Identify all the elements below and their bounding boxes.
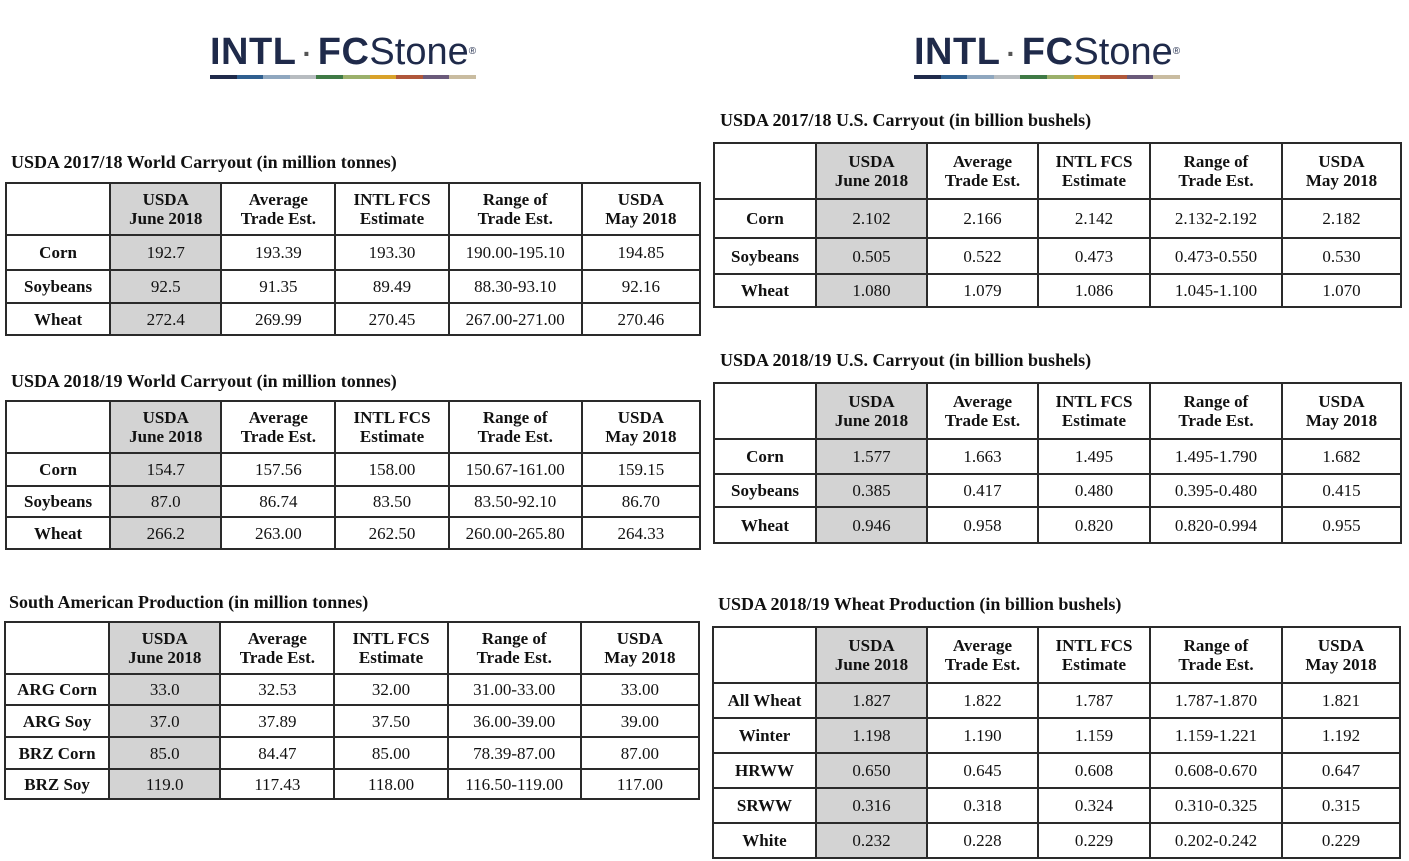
column-header-line: Average bbox=[952, 636, 1013, 655]
column-header bbox=[109, 622, 220, 674]
table-row bbox=[713, 788, 1400, 823]
value-cell: 0.473-0.550 bbox=[1150, 238, 1282, 274]
logo-color-segment bbox=[1020, 75, 1047, 79]
value-cell: 0.385 bbox=[816, 474, 927, 507]
value-cell: 270.46 bbox=[582, 303, 700, 335]
row-label-cell: Wheat bbox=[714, 507, 816, 543]
row-label-cell: Soybeans bbox=[714, 474, 816, 507]
column-header-line: Trade Est. bbox=[944, 171, 1021, 190]
column-header bbox=[1038, 143, 1150, 199]
value-cell: 267.00-271.00 bbox=[449, 303, 582, 335]
value-cell: 83.50 bbox=[335, 486, 448, 517]
table-header-row bbox=[713, 627, 1400, 683]
value-cell: 116.50-119.00 bbox=[448, 769, 581, 799]
table-us-carryout-2017-18 bbox=[713, 142, 1402, 308]
row-label-cell: Soybeans bbox=[714, 238, 816, 274]
row-label-cell: Corn bbox=[6, 453, 110, 486]
column-header bbox=[1150, 383, 1282, 439]
column-header-line: Trade Est. bbox=[477, 209, 553, 228]
value-cell: 157.56 bbox=[221, 453, 335, 486]
column-header bbox=[335, 183, 448, 235]
column-header-line: Range of bbox=[481, 629, 547, 648]
column-header-line: Range of bbox=[482, 190, 548, 209]
value-cell: 1.577 bbox=[816, 439, 927, 474]
table-south-american-production bbox=[4, 621, 700, 800]
value-cell: 0.318 bbox=[927, 788, 1038, 823]
column-header-line: USDA bbox=[1317, 636, 1365, 655]
header-corner-cell bbox=[714, 143, 816, 199]
logo-color-segment bbox=[210, 75, 237, 79]
value-cell: 0.415 bbox=[1282, 474, 1401, 507]
logo-color-segment bbox=[1127, 75, 1154, 79]
header-corner-cell bbox=[6, 401, 110, 453]
column-header-line: May 2018 bbox=[1305, 171, 1378, 190]
value-cell: 0.316 bbox=[816, 788, 927, 823]
value-cell: 262.50 bbox=[335, 517, 448, 549]
logo-color-segment bbox=[423, 75, 450, 79]
table-row bbox=[5, 737, 699, 769]
column-header bbox=[449, 183, 582, 235]
value-cell: 92.5 bbox=[110, 270, 221, 303]
column-header-line: Average bbox=[248, 190, 308, 209]
value-cell: 117.00 bbox=[581, 769, 699, 799]
value-cell: 78.39-87.00 bbox=[448, 737, 581, 769]
table-row bbox=[714, 474, 1401, 507]
value-cell: 2.142 bbox=[1038, 199, 1150, 238]
value-cell: 1.070 bbox=[1282, 274, 1401, 307]
value-cell: 84.47 bbox=[220, 737, 334, 769]
value-cell: 0.955 bbox=[1282, 507, 1401, 543]
value-cell: 192.7 bbox=[110, 235, 221, 270]
header-corner-cell bbox=[5, 622, 109, 674]
value-cell: 0.232 bbox=[816, 823, 927, 858]
column-header-line: Trade Est. bbox=[1178, 411, 1254, 430]
column-header-line: USDA bbox=[848, 636, 895, 655]
intl-fcstone-logo-left bbox=[210, 32, 476, 79]
logo-color-segment bbox=[1153, 75, 1180, 79]
section-title-south-american-production: South American Production (in million tonnes) bbox=[9, 592, 369, 612]
table-header-row bbox=[6, 183, 700, 235]
header-corner-cell bbox=[714, 383, 816, 439]
value-cell: 39.00 bbox=[581, 705, 699, 737]
table-row bbox=[714, 507, 1401, 543]
column-header-line: INTL FCS bbox=[353, 408, 431, 427]
value-cell: 86.74 bbox=[221, 486, 335, 517]
column-header bbox=[110, 183, 221, 235]
column-header-line: INTL FCS bbox=[1055, 152, 1133, 171]
column-header-line: USDA bbox=[142, 190, 189, 209]
row-label-cell: Corn bbox=[714, 439, 816, 474]
row-label-cell: ARG Soy bbox=[5, 705, 109, 737]
table-header-row bbox=[5, 622, 699, 674]
row-label-cell: Wheat bbox=[6, 303, 110, 335]
value-cell: 270.45 bbox=[335, 303, 448, 335]
value-cell: 266.2 bbox=[110, 517, 221, 549]
column-header-line: June 2018 bbox=[128, 648, 202, 667]
logo-color-segment bbox=[343, 75, 370, 79]
row-label-cell: HRWW bbox=[713, 753, 816, 788]
column-header bbox=[816, 383, 927, 439]
value-cell: 31.00-33.00 bbox=[448, 674, 581, 705]
column-header-line: Trade Est. bbox=[477, 427, 553, 446]
column-header-line: May 2018 bbox=[604, 648, 676, 667]
value-cell: 0.647 bbox=[1282, 753, 1400, 788]
value-cell: 0.473 bbox=[1038, 238, 1150, 274]
logo-color-segment bbox=[449, 75, 476, 79]
section-title-world-carryout-2018-19: USDA 2018/19 World Carryout (in million tonnes) bbox=[11, 371, 397, 391]
row-label-cell: Wheat bbox=[714, 274, 816, 307]
value-cell: 0.315 bbox=[1282, 788, 1400, 823]
column-header-line: INTL FCS bbox=[1055, 392, 1133, 411]
table-row bbox=[5, 705, 699, 737]
value-cell: 1.045-1.100 bbox=[1150, 274, 1282, 307]
header-corner-cell bbox=[713, 627, 816, 683]
section-title-wheat-production-2018-19: USDA 2018/19 Wheat Production (in billion bushels) bbox=[718, 594, 1122, 614]
value-cell: 89.49 bbox=[335, 270, 448, 303]
column-header-line: June 2018 bbox=[834, 171, 909, 190]
logo-wordmark: INTL · FCStone® bbox=[914, 31, 1181, 73]
column-header-line: USDA bbox=[616, 629, 664, 648]
value-cell: 269.99 bbox=[221, 303, 335, 335]
value-cell: 37.50 bbox=[334, 705, 447, 737]
column-header-line: Estimate bbox=[1061, 655, 1127, 674]
table-header-row bbox=[6, 401, 700, 453]
intl-fcstone-logo-right bbox=[914, 32, 1180, 79]
value-cell: 159.15 bbox=[582, 453, 700, 486]
value-cell: 87.00 bbox=[581, 737, 699, 769]
column-header-line: Estimate bbox=[359, 427, 425, 446]
logo-color-segment bbox=[290, 75, 317, 79]
value-cell: 1.079 bbox=[927, 274, 1038, 307]
value-cell: 0.228 bbox=[927, 823, 1038, 858]
table-row bbox=[6, 270, 700, 303]
column-header-line: May 2018 bbox=[1305, 655, 1377, 674]
logo-color-bar bbox=[914, 75, 1180, 79]
column-header bbox=[1038, 627, 1150, 683]
value-cell: 0.480 bbox=[1038, 474, 1150, 507]
table-header-row bbox=[714, 383, 1401, 439]
logo-color-segment bbox=[941, 75, 968, 79]
value-cell: 0.958 bbox=[927, 507, 1038, 543]
logo-color-segment bbox=[370, 75, 397, 79]
value-cell: 1.080 bbox=[816, 274, 927, 307]
row-label-cell: Winter bbox=[713, 718, 816, 753]
column-header-line: Range of bbox=[1183, 636, 1249, 655]
value-cell: 37.89 bbox=[220, 705, 334, 737]
table-row bbox=[6, 486, 700, 517]
column-header-line: Trade Est. bbox=[239, 648, 315, 667]
column-header bbox=[927, 627, 1038, 683]
logo-color-segment bbox=[1074, 75, 1101, 79]
value-cell: 37.0 bbox=[109, 705, 220, 737]
header-corner-cell bbox=[6, 183, 110, 235]
column-header-line: USDA bbox=[1318, 392, 1365, 411]
column-header bbox=[335, 401, 448, 453]
value-cell: 1.787-1.870 bbox=[1150, 683, 1282, 718]
row-label-cell: ARG Corn bbox=[5, 674, 109, 705]
table-row bbox=[6, 235, 700, 270]
value-cell: 36.00-39.00 bbox=[448, 705, 581, 737]
column-header-line: Average bbox=[248, 408, 308, 427]
value-cell: 0.417 bbox=[927, 474, 1038, 507]
column-header-line: Range of bbox=[1183, 392, 1249, 411]
column-header-line: June 2018 bbox=[129, 427, 203, 446]
column-header bbox=[582, 401, 700, 453]
value-cell: 33.0 bbox=[109, 674, 220, 705]
value-cell: 0.522 bbox=[927, 238, 1038, 274]
value-cell: 1.159-1.221 bbox=[1150, 718, 1282, 753]
row-label-cell: Wheat bbox=[6, 517, 110, 549]
value-cell: 0.820 bbox=[1038, 507, 1150, 543]
row-label-cell: White bbox=[713, 823, 816, 858]
row-label-cell: Soybeans bbox=[6, 486, 110, 517]
value-cell: 1.821 bbox=[1282, 683, 1400, 718]
value-cell: 88.30-93.10 bbox=[449, 270, 582, 303]
value-cell: 117.43 bbox=[220, 769, 334, 799]
column-header-line: USDA bbox=[1318, 152, 1365, 171]
table-row bbox=[713, 753, 1400, 788]
value-cell: 0.324 bbox=[1038, 788, 1150, 823]
column-header bbox=[221, 401, 335, 453]
value-cell: 0.229 bbox=[1282, 823, 1400, 858]
row-label-cell: All Wheat bbox=[713, 683, 816, 718]
table-row bbox=[5, 769, 699, 799]
value-cell: 1.682 bbox=[1282, 439, 1401, 474]
column-header-line: Trade Est. bbox=[1178, 655, 1254, 674]
column-header bbox=[927, 383, 1038, 439]
table-world-carryout-2018-19 bbox=[5, 400, 701, 550]
table-header-row bbox=[714, 143, 1401, 199]
column-header-line: May 2018 bbox=[605, 209, 677, 228]
value-cell: 150.67-161.00 bbox=[449, 453, 582, 486]
value-cell: 85.0 bbox=[109, 737, 220, 769]
value-cell: 264.33 bbox=[582, 517, 700, 549]
logo-color-segment bbox=[967, 75, 994, 79]
column-header-line: Estimate bbox=[1061, 411, 1127, 430]
column-header-line: Trade Est. bbox=[240, 427, 316, 446]
value-cell: 1.190 bbox=[927, 718, 1038, 753]
row-label-cell: SRWW bbox=[713, 788, 816, 823]
column-header bbox=[1150, 627, 1282, 683]
value-cell: 0.310-0.325 bbox=[1150, 788, 1282, 823]
table-world-carryout-2017-18 bbox=[5, 182, 701, 336]
logo-color-segment bbox=[316, 75, 343, 79]
column-header-line: May 2018 bbox=[1305, 411, 1378, 430]
column-header bbox=[1282, 143, 1401, 199]
column-header bbox=[927, 143, 1038, 199]
value-cell: 1.827 bbox=[816, 683, 927, 718]
value-cell: 0.946 bbox=[816, 507, 927, 543]
column-header-line: Estimate bbox=[359, 209, 425, 228]
value-cell: 1.663 bbox=[927, 439, 1038, 474]
value-cell: 0.505 bbox=[816, 238, 927, 274]
table-row bbox=[714, 199, 1401, 238]
column-header bbox=[221, 183, 335, 235]
value-cell: 0.229 bbox=[1038, 823, 1150, 858]
logo-color-segment bbox=[994, 75, 1021, 79]
value-cell: 0.650 bbox=[816, 753, 927, 788]
value-cell: 0.608 bbox=[1038, 753, 1150, 788]
row-label-cell: Corn bbox=[714, 199, 816, 238]
column-header bbox=[581, 622, 699, 674]
column-header-line: Range of bbox=[1183, 152, 1249, 171]
table-row bbox=[713, 823, 1400, 858]
column-header-line: June 2018 bbox=[834, 411, 909, 430]
value-cell: 33.00 bbox=[581, 674, 699, 705]
table-row bbox=[714, 274, 1401, 307]
value-cell: 263.00 bbox=[221, 517, 335, 549]
value-cell: 1.787 bbox=[1038, 683, 1150, 718]
logo-color-segment bbox=[237, 75, 264, 79]
column-header-line: Trade Est. bbox=[944, 411, 1021, 430]
column-header-line: USDA bbox=[848, 152, 895, 171]
table-row bbox=[714, 439, 1401, 474]
table-row bbox=[6, 303, 700, 335]
table-row bbox=[713, 683, 1400, 718]
value-cell: 0.608-0.670 bbox=[1150, 753, 1282, 788]
value-cell: 92.16 bbox=[582, 270, 700, 303]
column-header-line: INTL FCS bbox=[1055, 636, 1133, 655]
column-header-line: Trade Est. bbox=[1178, 171, 1254, 190]
column-header-line: USDA bbox=[617, 190, 665, 209]
value-cell: 87.0 bbox=[110, 486, 221, 517]
column-header bbox=[220, 622, 334, 674]
column-header-line: Trade Est. bbox=[476, 648, 552, 667]
column-header-line: Average bbox=[952, 392, 1013, 411]
value-cell: 118.00 bbox=[334, 769, 447, 799]
value-cell: 0.645 bbox=[927, 753, 1038, 788]
logo-wordmark: INTL · FCStone® bbox=[210, 31, 477, 73]
column-header bbox=[1150, 143, 1282, 199]
logo-color-bar bbox=[210, 75, 476, 79]
column-header-line: June 2018 bbox=[834, 655, 909, 674]
value-cell: 119.0 bbox=[109, 769, 220, 799]
logo-color-segment bbox=[396, 75, 423, 79]
column-header-line: USDA bbox=[142, 408, 189, 427]
value-cell: 32.00 bbox=[334, 674, 447, 705]
logo-color-segment bbox=[1047, 75, 1074, 79]
table-us-carryout-2018-19 bbox=[713, 382, 1402, 544]
column-header-line: June 2018 bbox=[129, 209, 203, 228]
value-cell: 0.820-0.994 bbox=[1150, 507, 1282, 543]
value-cell: 193.39 bbox=[221, 235, 335, 270]
value-cell: 2.102 bbox=[816, 199, 927, 238]
value-cell: 1.192 bbox=[1282, 718, 1400, 753]
row-label-cell: Corn bbox=[6, 235, 110, 270]
value-cell: 260.00-265.80 bbox=[449, 517, 582, 549]
column-header bbox=[816, 627, 927, 683]
value-cell: 158.00 bbox=[335, 453, 448, 486]
logo-color-segment bbox=[914, 75, 941, 79]
value-cell: 32.53 bbox=[220, 674, 334, 705]
value-cell: 1.198 bbox=[816, 718, 927, 753]
value-cell: 194.85 bbox=[582, 235, 700, 270]
column-header bbox=[582, 183, 700, 235]
value-cell: 1.159 bbox=[1038, 718, 1150, 753]
value-cell: 0.530 bbox=[1282, 238, 1401, 274]
column-header-line: INTL FCS bbox=[353, 190, 431, 209]
column-header bbox=[110, 401, 221, 453]
table-row bbox=[5, 674, 699, 705]
column-header-line: Trade Est. bbox=[240, 209, 316, 228]
column-header-line: May 2018 bbox=[605, 427, 677, 446]
section-title-us-carryout-2018-19: USDA 2018/19 U.S. Carryout (in billion bushels) bbox=[720, 350, 1092, 370]
section-title-world-carryout-2017-18: USDA 2017/18 World Carryout (in million tonnes) bbox=[11, 152, 397, 172]
value-cell: 1.086 bbox=[1038, 274, 1150, 307]
value-cell: 154.7 bbox=[110, 453, 221, 486]
value-cell: 91.35 bbox=[221, 270, 335, 303]
value-cell: 2.182 bbox=[1282, 199, 1401, 238]
column-header bbox=[449, 401, 582, 453]
column-header-line: Range of bbox=[482, 408, 548, 427]
value-cell: 193.30 bbox=[335, 235, 448, 270]
logo-color-segment bbox=[1100, 75, 1127, 79]
value-cell: 272.4 bbox=[110, 303, 221, 335]
row-label-cell: Soybeans bbox=[6, 270, 110, 303]
row-label-cell: BRZ Soy bbox=[5, 769, 109, 799]
row-label-cell: BRZ Corn bbox=[5, 737, 109, 769]
value-cell: 1.495 bbox=[1038, 439, 1150, 474]
column-header bbox=[448, 622, 581, 674]
column-header-line: Estimate bbox=[1061, 171, 1127, 190]
table-row bbox=[713, 718, 1400, 753]
value-cell: 0.395-0.480 bbox=[1150, 474, 1282, 507]
column-header-line: Trade Est. bbox=[944, 655, 1021, 674]
column-header-line: USDA bbox=[848, 392, 895, 411]
column-header bbox=[1038, 383, 1150, 439]
column-header-line: USDA bbox=[617, 408, 665, 427]
logo-color-segment bbox=[263, 75, 290, 79]
column-header bbox=[1282, 383, 1401, 439]
section-title-us-carryout-2017-18: USDA 2017/18 U.S. Carryout (in billion bushels) bbox=[720, 110, 1092, 130]
table-row bbox=[714, 238, 1401, 274]
column-header bbox=[816, 143, 927, 199]
value-cell: 0.202-0.242 bbox=[1150, 823, 1282, 858]
column-header bbox=[334, 622, 447, 674]
column-header-line: Average bbox=[952, 152, 1013, 171]
value-cell: 86.70 bbox=[582, 486, 700, 517]
column-header-line: INTL FCS bbox=[352, 629, 430, 648]
table-wheat-production-2018-19 bbox=[712, 626, 1401, 859]
column-header bbox=[1282, 627, 1400, 683]
value-cell: 2.132-2.192 bbox=[1150, 199, 1282, 238]
column-header-line: Average bbox=[247, 629, 307, 648]
table-row bbox=[6, 517, 700, 549]
table-row bbox=[6, 453, 700, 486]
column-header-line: Estimate bbox=[358, 648, 424, 667]
value-cell: 1.822 bbox=[927, 683, 1038, 718]
value-cell: 85.00 bbox=[334, 737, 447, 769]
value-cell: 2.166 bbox=[927, 199, 1038, 238]
column-header-line: USDA bbox=[141, 629, 188, 648]
value-cell: 83.50-92.10 bbox=[449, 486, 582, 517]
value-cell: 1.495-1.790 bbox=[1150, 439, 1282, 474]
value-cell: 190.00-195.10 bbox=[449, 235, 582, 270]
